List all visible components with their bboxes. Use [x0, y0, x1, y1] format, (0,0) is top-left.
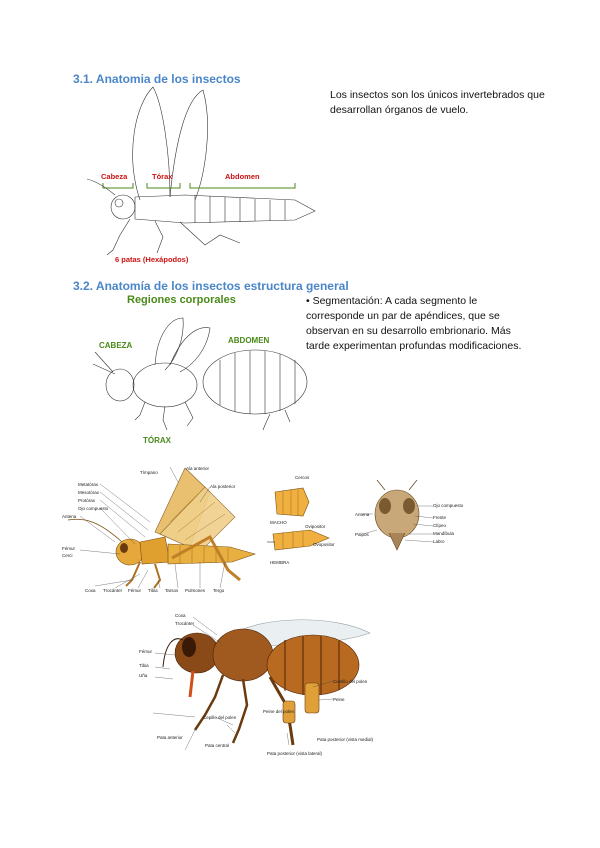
regiones-title: Regiones corporales: [127, 294, 236, 306]
bee-label-pata-anterior: Pata anterior: [157, 735, 183, 740]
section-2-bullet: • Segmentación: A cada segmento le corresponde un par de apéndices, que se observan en su desarrollo embrionario. Más tarde experimentan profundas modificaciones.: [306, 295, 522, 352]
gh-label-tibia: Tibia: [148, 588, 158, 593]
gh-label-ojo-compuesto: Ojo compuesto: [78, 506, 109, 511]
gh-label-antena: Antena: [62, 514, 77, 519]
bee-label-una: Uña: [139, 673, 148, 678]
head-label-ojo: Ojo compuesto: [433, 503, 464, 508]
gh-label-ala-anterior: Ala anterior: [186, 466, 210, 471]
label-abdomen: Abdomen: [225, 172, 260, 181]
head-label-antena: Antena: [355, 512, 370, 517]
bee-label-trocanter: Trocánter: [175, 621, 195, 626]
section-1-heading: 3.1. Anatomia de los insectos: [73, 72, 241, 86]
label-abdomen-2: ABDOMEN: [228, 336, 270, 345]
bee-label-pata-central: Pata central: [205, 743, 230, 748]
head-label-palpos: Palpos: [355, 532, 369, 537]
gh-label-cerci: Cerci: [62, 553, 73, 558]
label-torax-2: TÓRAX: [143, 436, 171, 445]
tip-label-ovopositor: Ovopositor: [313, 542, 335, 547]
gh-label-metatorax: Metatórax: [78, 482, 99, 487]
abdomen-tips-diagram: [265, 472, 345, 572]
bee-label-tibia: Tibia: [139, 663, 149, 668]
label-cabeza: Cabeza: [101, 172, 128, 181]
label-cabeza-2: CABEZA: [99, 341, 133, 350]
label-6-patas: 6 patas (Hexápodos): [115, 255, 189, 264]
bee-label-coxa: Coxa: [175, 613, 186, 618]
bee-label-cestillo: Cestillo del polen: [333, 679, 368, 684]
body-regions-diagram: [85, 290, 320, 450]
gh-label-mesotorax: Mesotórax: [78, 490, 100, 495]
bee-label-cepillo: Cepillo del polen: [203, 715, 237, 720]
grasshopper-anatomy: [60, 462, 265, 597]
gh-label-femur-2: Fémur: [128, 588, 142, 593]
label-torax: Tórax: [152, 172, 173, 181]
tip-label-cercos: Cercos: [295, 475, 310, 480]
gh-label-tarsos: Tarsos: [165, 588, 179, 593]
tip-label-ovipositor: Ovipositor: [305, 524, 326, 529]
section-2-heading: 3.2. Anatomía de los insectos estructura general: [73, 279, 349, 293]
bee-label-peine: Peine: [333, 697, 345, 702]
bee-label-pata-posterior-lateral: Pata posterior (vista lateral): [267, 751, 323, 756]
head-label-frente: Frente: [433, 515, 447, 520]
bee-anatomy: [135, 605, 375, 760]
bee-label-femur: Fémur: [139, 649, 153, 654]
gh-label-femur-1: Fémur: [62, 546, 76, 551]
insect-head-diagram: [355, 478, 475, 568]
bee-label-peine-polen: Peine del polen: [263, 709, 295, 714]
gh-label-pulmones: Pulmones: [185, 588, 206, 593]
gh-label-ala-posterior: Ala posterior: [210, 484, 236, 489]
tip-label-macho: MACHO: [270, 520, 287, 525]
gh-label-tergo: Tergo: [213, 588, 225, 593]
section-1-paragraph: Los insectos son los únicos invertebrados que desarrollan órganos de vuelo.: [330, 89, 545, 116]
bee-label-pata-posterior-medial: Pata posterior (vista medial): [317, 737, 374, 742]
head-label-labro: Labro: [433, 539, 445, 544]
gh-label-timpano: Tímpano: [140, 470, 158, 475]
gh-label-trocanter: Trocánter: [103, 588, 123, 593]
head-label-clipeo: Clípeo: [433, 523, 447, 528]
insect-outline-diagram: [85, 85, 325, 270]
tip-label-hembra: HEMBRA: [270, 560, 290, 565]
gh-label-coxa: Coxa: [85, 588, 96, 593]
gh-label-protorax: Protórax: [78, 498, 96, 503]
head-label-mandibula: Mandíbula: [433, 531, 455, 536]
